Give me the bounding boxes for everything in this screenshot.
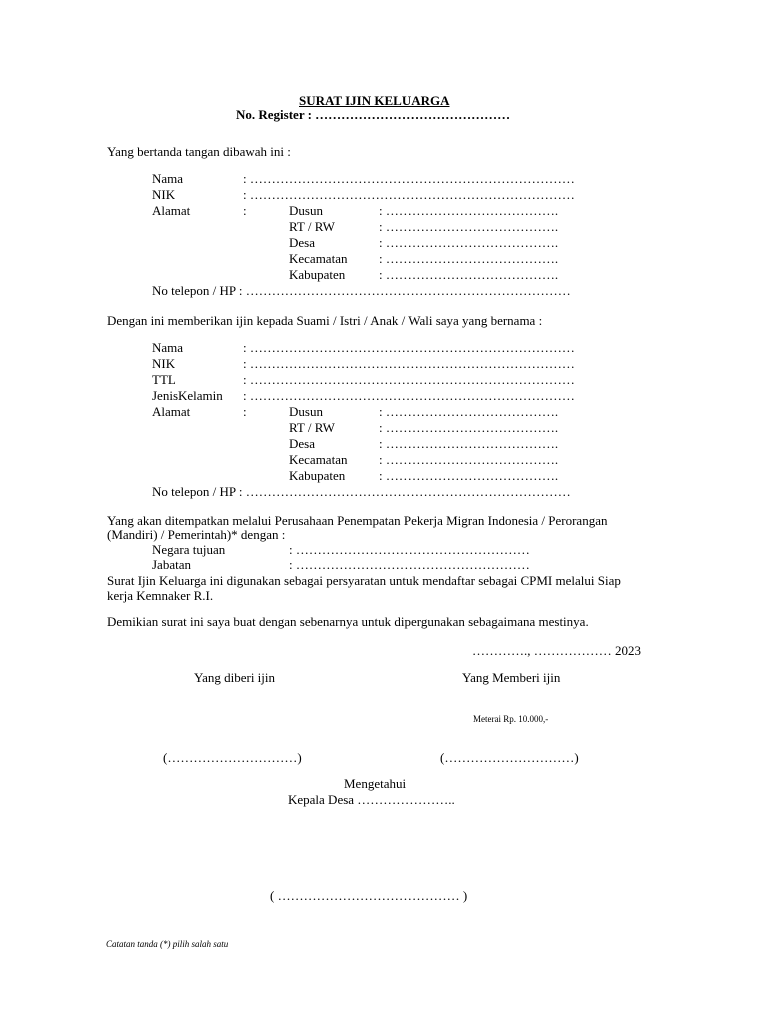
grantee-nama-label: Nama: [152, 340, 184, 355]
acknowledgement-title: Mengetahui: [344, 776, 407, 791]
grantee-nik-label: NIK: [152, 356, 176, 371]
signer-dusun-label: Dusun: [289, 203, 323, 218]
signer-nik-label: NIK: [152, 187, 176, 202]
signer-nama-label: Nama: [152, 171, 184, 186]
placement-line-2: (Mandiri) / Pemerintah)* dengan :: [107, 527, 286, 542]
jabatan-label: Jabatan: [152, 557, 191, 572]
grantee-kabupaten-field: : ………………………………….: [379, 468, 559, 483]
closing-statement: Demikian surat ini saya buat dengan sebenarnya untuk dipergunakan sebagaimana mestinya.: [107, 614, 589, 629]
stamp-note: Meterai Rp. 10.000,-: [473, 714, 549, 724]
grantee-alamat-label: Alamat: [152, 404, 191, 419]
grantee-ttl-label: TTL: [152, 372, 176, 387]
signer-alamat-label: Alamat: [152, 203, 191, 218]
negara-tujuan-label: Negara tujuan: [152, 542, 226, 557]
grantee-nik-field: : …………………………………………………………………: [243, 356, 575, 371]
signer-kabupaten-label: Kabupaten: [289, 267, 346, 282]
recipient-label: Yang diberi ijin: [194, 670, 276, 685]
grantee-jk-label: JenisKelamin: [152, 388, 223, 403]
signer-phone: No telepon / HP : …………………………………………………………………: [152, 283, 571, 298]
document-title: SURAT IJIN KELUARGA: [299, 93, 450, 108]
grantee-rtrw-label: RT / RW: [289, 420, 335, 435]
usage-line-1: Surat Ijin Keluarga ini digunakan sebagai persyaratan untuk mendaftar sebagai CPMI melalui Siap: [107, 573, 621, 588]
placement-line-1: Yang akan ditempatkan melalui Perusahaan Penempatan Pekerja Migran Indonesia / Perorangan: [107, 513, 608, 528]
signer-alamat-colon: :: [243, 203, 247, 218]
grantee-kabupaten-label: Kabupaten: [289, 468, 346, 483]
grantee-jk-field: : …………………………………………………………………: [243, 388, 575, 403]
negara-tujuan-field: : ………………………………………………: [289, 542, 530, 557]
footnote: Catatan tanda (*) pilih salah satu: [106, 939, 229, 949]
register-number: No. Register : ………………………………………: [236, 107, 511, 122]
giver-label: Yang Memberi ijin: [462, 670, 561, 685]
grantee-ttl-field: : …………………………………………………………………: [243, 372, 575, 387]
grantee-kecamatan-label: Kecamatan: [289, 452, 348, 467]
signer-desa-field: : ………………………………….: [379, 235, 559, 250]
usage-line-2: kerja Kemnaker R.I.: [107, 588, 214, 603]
village-head-signature: ( …………………………………… ): [270, 888, 468, 903]
grantee-rtrw-field: : ………………………………….: [379, 420, 559, 435]
signer-rtrw-label: RT / RW: [289, 219, 335, 234]
giver-signature: (…………………………): [440, 750, 579, 765]
signer-kabupaten-field: : ………………………………….: [379, 267, 559, 282]
permission-intro: Dengan ini memberikan ijin kepada Suami / Istri / Anak / Wali saya yang bernama :: [107, 313, 543, 328]
signer-kecamatan-label: Kecamatan: [289, 251, 348, 266]
grantee-dusun-field: : ………………………………….: [379, 404, 559, 419]
signer-desa-label: Desa: [289, 235, 315, 250]
jabatan-field: : ………………………………………………: [289, 557, 530, 572]
signer-nama-field: : …………………………………………………………………: [243, 171, 575, 186]
grantee-alamat-colon: :: [243, 404, 247, 419]
village-head-role: Kepala Desa …………………..: [288, 792, 455, 807]
grantee-dusun-label: Dusun: [289, 404, 323, 419]
signer-kecamatan-field: : ………………………………….: [379, 251, 559, 266]
grantee-kecamatan-field: : ………………………………….: [379, 452, 559, 467]
grantee-nama-field: : …………………………………………………………………: [243, 340, 575, 355]
signer-dusun-field: : ………………………………….: [379, 203, 559, 218]
intro-text: Yang bertanda tangan dibawah ini :: [107, 144, 291, 159]
signer-nik-field: : …………………………………………………………………: [243, 187, 575, 202]
grantee-desa-label: Desa: [289, 436, 315, 451]
date-line: …………., ……………… 2023: [472, 643, 641, 658]
signer-rtrw-field: : ………………………………….: [379, 219, 559, 234]
recipient-signature: (…………………………): [163, 750, 302, 765]
grantee-phone: No telepon / HP : …………………………………………………………………: [152, 484, 571, 499]
grantee-desa-field: : ………………………………….: [379, 436, 559, 451]
